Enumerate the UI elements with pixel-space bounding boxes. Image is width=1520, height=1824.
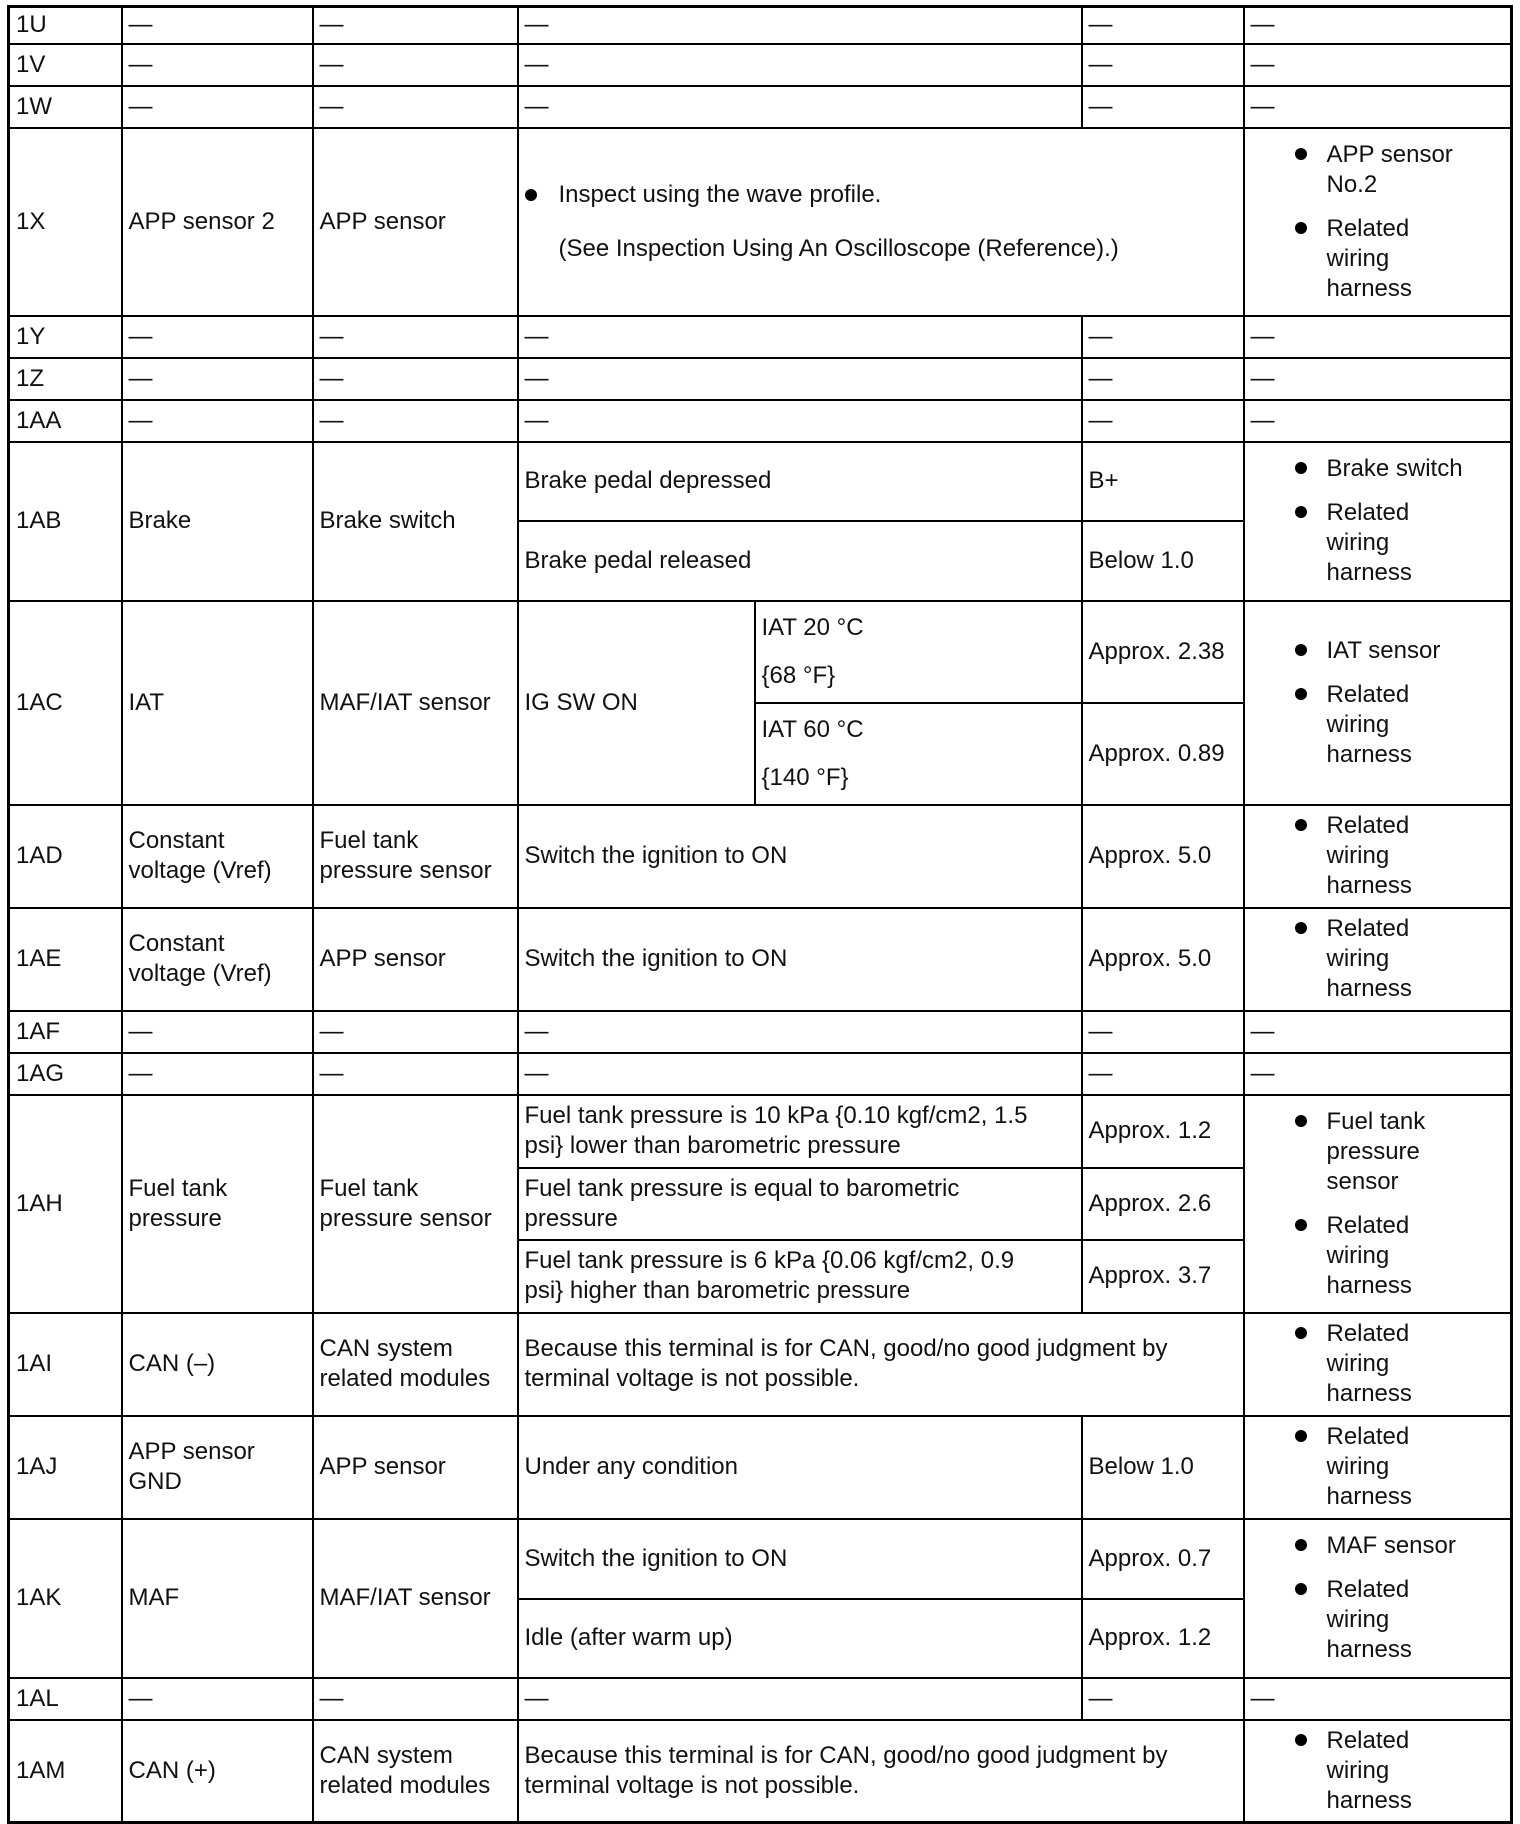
signal-cell: CAN (–) bbox=[122, 1313, 313, 1416]
terminal-cell: 1AC bbox=[9, 601, 122, 805]
terminal-cell: 1AH bbox=[9, 1095, 122, 1313]
signal-cell: Fuel tank pressure bbox=[122, 1095, 313, 1313]
connected-cell: CAN system related modules bbox=[313, 1720, 518, 1823]
condition-cell: Brake pedal depressed bbox=[518, 442, 1082, 521]
inspection-cell: — bbox=[1244, 1053, 1512, 1095]
voltage-cell: Approx. 5.0 bbox=[1082, 805, 1244, 908]
table-row bbox=[9, 1011, 1512, 1053]
signal-cell: APP sensor GND bbox=[122, 1416, 313, 1519]
condition-cell: Fuel tank pressure is equal to barometric pressure bbox=[518, 1168, 1082, 1240]
inspection-item: Related wiring harness bbox=[1327, 680, 1505, 770]
inspection-item: Fuel tank pressure sensor bbox=[1327, 1107, 1505, 1197]
inspection-item: Related wiring harness bbox=[1327, 214, 1505, 304]
inspection-cell: — bbox=[1244, 44, 1512, 86]
table-row bbox=[9, 1519, 1512, 1599]
inspection-cell bbox=[1244, 805, 1512, 908]
voltage-cell: Approx. 2.38 bbox=[1082, 601, 1244, 703]
terminal-cell: 1AM bbox=[9, 1720, 122, 1823]
voltage-cell: Approx. 3.7 bbox=[1082, 1240, 1244, 1313]
voltage-cell: Approx. 2.6 bbox=[1082, 1168, 1244, 1240]
signal-cell: — bbox=[122, 358, 313, 400]
signal-cell: — bbox=[122, 7, 313, 44]
terminal-cell: 1AG bbox=[9, 1053, 122, 1095]
terminal-cell: 1AB bbox=[9, 442, 122, 601]
terminal-cell: 1Z bbox=[9, 358, 122, 400]
table-row bbox=[9, 1095, 1512, 1168]
table-row bbox=[9, 1720, 1512, 1823]
connected-cell: — bbox=[313, 1053, 518, 1095]
inspection-item: Related wiring harness bbox=[1327, 498, 1505, 588]
voltage-cell: Below 1.0 bbox=[1082, 521, 1244, 601]
wave-profile-instruction: Inspect using the wave profile. bbox=[525, 180, 1237, 210]
signal-cell: APP sensor 2 bbox=[122, 128, 313, 316]
inspection-cell bbox=[1244, 128, 1512, 316]
inspection-cell bbox=[1244, 1720, 1512, 1823]
sub-condition-cell: IAT 20 °C {68 °F} bbox=[755, 601, 1082, 703]
voltage-cell: — bbox=[1082, 358, 1244, 400]
voltage-cell: B+ bbox=[1082, 442, 1244, 521]
connected-cell: APP sensor bbox=[313, 1416, 518, 1519]
inspection-cell: — bbox=[1244, 86, 1512, 128]
inspection-item: APP sensor No.2 bbox=[1327, 140, 1505, 200]
connected-cell: APP sensor bbox=[313, 128, 518, 316]
condition-cell: Because this terminal is for CAN, good/no good judgment by terminal voltage is not possible. bbox=[518, 1313, 1244, 1416]
voltage-cell: — bbox=[1082, 1678, 1244, 1720]
terminal-cell: 1AJ bbox=[9, 1416, 122, 1519]
signal-cell: CAN (+) bbox=[122, 1720, 313, 1823]
inspection-item: Related wiring harness bbox=[1327, 1422, 1505, 1512]
inspection-item: Related wiring harness bbox=[1327, 1319, 1505, 1409]
voltage-cell: — bbox=[1082, 400, 1244, 442]
connected-cell: Fuel tank pressure sensor bbox=[313, 1095, 518, 1313]
signal-cell: — bbox=[122, 316, 313, 358]
terminal-cell: 1V bbox=[9, 44, 122, 86]
table-row bbox=[9, 86, 1512, 128]
table-row bbox=[9, 400, 1512, 442]
signal-cell: — bbox=[122, 1053, 313, 1095]
condition-cell: — bbox=[518, 7, 1082, 44]
condition-cell: Because this terminal is for CAN, good/no good judgment by terminal voltage is not possible. bbox=[518, 1720, 1244, 1823]
condition-cell: — bbox=[518, 1011, 1082, 1053]
inspection-cell bbox=[1244, 1416, 1512, 1519]
inspection-item: IAT sensor bbox=[1327, 636, 1505, 666]
table-row bbox=[9, 128, 1512, 316]
condition-cell: Brake pedal released bbox=[518, 521, 1082, 601]
signal-cell: — bbox=[122, 44, 313, 86]
connected-cell: MAF/IAT sensor bbox=[313, 1519, 518, 1678]
condition-cell: Idle (after warm up) bbox=[518, 1599, 1082, 1678]
connected-cell: — bbox=[313, 86, 518, 128]
signal-cell: — bbox=[122, 1678, 313, 1720]
voltage-cell: — bbox=[1082, 7, 1244, 44]
voltage-cell: Approx. 0.89 bbox=[1082, 703, 1244, 805]
inspection-cell bbox=[1244, 1313, 1512, 1416]
condition-cell: — bbox=[518, 316, 1082, 358]
connected-cell: — bbox=[313, 44, 518, 86]
inspection-item: MAF sensor bbox=[1327, 1531, 1505, 1561]
connected-cell: — bbox=[313, 1011, 518, 1053]
inspection-cell bbox=[1244, 442, 1512, 601]
signal-cell: IAT bbox=[122, 601, 313, 805]
terminal-cell: 1AD bbox=[9, 805, 122, 908]
inspection-cell bbox=[1244, 1519, 1512, 1678]
signal-cell: Constant voltage (Vref) bbox=[122, 908, 313, 1011]
signal-cell: Constant voltage (Vref) bbox=[122, 805, 313, 908]
voltage-cell: — bbox=[1082, 316, 1244, 358]
inspection-cell bbox=[1244, 601, 1512, 805]
voltage-cell: Approx. 1.2 bbox=[1082, 1095, 1244, 1168]
connected-cell: — bbox=[313, 316, 518, 358]
inspection-item: Related wiring harness bbox=[1327, 1575, 1505, 1665]
oscilloscope-reference: (See Inspection Using An Oscilloscope (Reference).) bbox=[558, 234, 1119, 262]
inspection-cell: — bbox=[1244, 1011, 1512, 1053]
terminal-cell: 1AE bbox=[9, 908, 122, 1011]
inspection-item: Related wiring harness bbox=[1327, 1211, 1505, 1301]
connected-cell: APP sensor bbox=[313, 908, 518, 1011]
signal-cell: Brake bbox=[122, 442, 313, 601]
voltage-cell: Approx. 1.2 bbox=[1082, 1599, 1244, 1678]
terminal-cell: 1AI bbox=[9, 1313, 122, 1416]
inspection-cell bbox=[1244, 908, 1512, 1011]
table-row bbox=[9, 1313, 1512, 1416]
terminal-cell: 1AL bbox=[9, 1678, 122, 1720]
table-row bbox=[9, 1053, 1512, 1095]
condition-cell: Fuel tank pressure is 10 kPa {0.10 kgf/cm2, 1.5 psi} lower than barometric pressure bbox=[518, 1095, 1082, 1168]
voltage-cell: Approx. 0.7 bbox=[1082, 1519, 1244, 1599]
table-row bbox=[9, 316, 1512, 358]
table-row bbox=[9, 601, 1512, 703]
inspection-item: Related wiring harness bbox=[1327, 1726, 1505, 1816]
condition-cell: — bbox=[518, 1678, 1082, 1720]
table-row bbox=[9, 442, 1512, 521]
condition-cell: — bbox=[518, 358, 1082, 400]
inspection-item: Related wiring harness bbox=[1327, 914, 1505, 1004]
voltage-cell: Below 1.0 bbox=[1082, 1416, 1244, 1519]
condition-cell: Under any condition bbox=[518, 1416, 1082, 1519]
condition-cell bbox=[518, 128, 1244, 316]
table-row bbox=[9, 908, 1512, 1011]
condition-cell: — bbox=[518, 1053, 1082, 1095]
table-row bbox=[9, 44, 1512, 86]
condition-cell: — bbox=[518, 400, 1082, 442]
terminal-cell: 1X bbox=[9, 128, 122, 316]
connected-cell: — bbox=[313, 400, 518, 442]
inspection-cell: — bbox=[1244, 358, 1512, 400]
condition-cell: — bbox=[518, 86, 1082, 128]
condition-cell: Switch the ignition to ON bbox=[518, 908, 1082, 1011]
connected-cell: MAF/IAT sensor bbox=[313, 601, 518, 805]
terminal-cell: 1U bbox=[9, 7, 122, 44]
voltage-cell: — bbox=[1082, 1053, 1244, 1095]
inspection-cell: — bbox=[1244, 1678, 1512, 1720]
terminal-cell: 1Y bbox=[9, 316, 122, 358]
terminal-cell: 1AF bbox=[9, 1011, 122, 1053]
voltage-cell: — bbox=[1082, 86, 1244, 128]
connected-cell: Fuel tank pressure sensor bbox=[313, 805, 518, 908]
signal-cell: — bbox=[122, 1011, 313, 1053]
table-row bbox=[9, 1678, 1512, 1720]
table-row bbox=[9, 1416, 1512, 1519]
terminal-cell: 1W bbox=[9, 86, 122, 128]
inspection-item: Brake switch bbox=[1327, 454, 1505, 484]
inspection-cell: — bbox=[1244, 7, 1512, 44]
inspection-cell: — bbox=[1244, 400, 1512, 442]
table-row bbox=[9, 7, 1512, 44]
condition-cell: Switch the ignition to ON bbox=[518, 805, 1082, 908]
sub-condition-cell: IAT 60 °C {140 °F} bbox=[755, 703, 1082, 805]
condition-cell: Fuel tank pressure is 6 kPa {0.06 kgf/cm2, 0.9 psi} higher than barometric pressure bbox=[518, 1240, 1082, 1313]
connected-cell: Brake switch bbox=[313, 442, 518, 601]
voltage-cell: — bbox=[1082, 44, 1244, 86]
connected-cell: — bbox=[313, 358, 518, 400]
inspection-cell: — bbox=[1244, 316, 1512, 358]
terminal-cell: 1AK bbox=[9, 1519, 122, 1678]
inspection-item: Related wiring harness bbox=[1327, 811, 1505, 901]
terminal-voltage-table bbox=[7, 5, 1513, 1824]
voltage-cell: — bbox=[1082, 1011, 1244, 1053]
signal-cell: — bbox=[122, 400, 313, 442]
table-row bbox=[9, 805, 1512, 908]
condition-cell: Switch the ignition to ON bbox=[518, 1519, 1082, 1599]
condition-cell: IG SW ON bbox=[518, 601, 755, 805]
voltage-cell: Approx. 5.0 bbox=[1082, 908, 1244, 1011]
connected-cell: — bbox=[313, 7, 518, 44]
signal-cell: — bbox=[122, 86, 313, 128]
inspection-cell bbox=[1244, 1095, 1512, 1313]
signal-cell: MAF bbox=[122, 1519, 313, 1678]
table-row bbox=[9, 358, 1512, 400]
connected-cell: — bbox=[313, 1678, 518, 1720]
terminal-cell: 1AA bbox=[9, 400, 122, 442]
connected-cell: CAN system related modules bbox=[313, 1313, 518, 1416]
condition-cell: — bbox=[518, 44, 1082, 86]
